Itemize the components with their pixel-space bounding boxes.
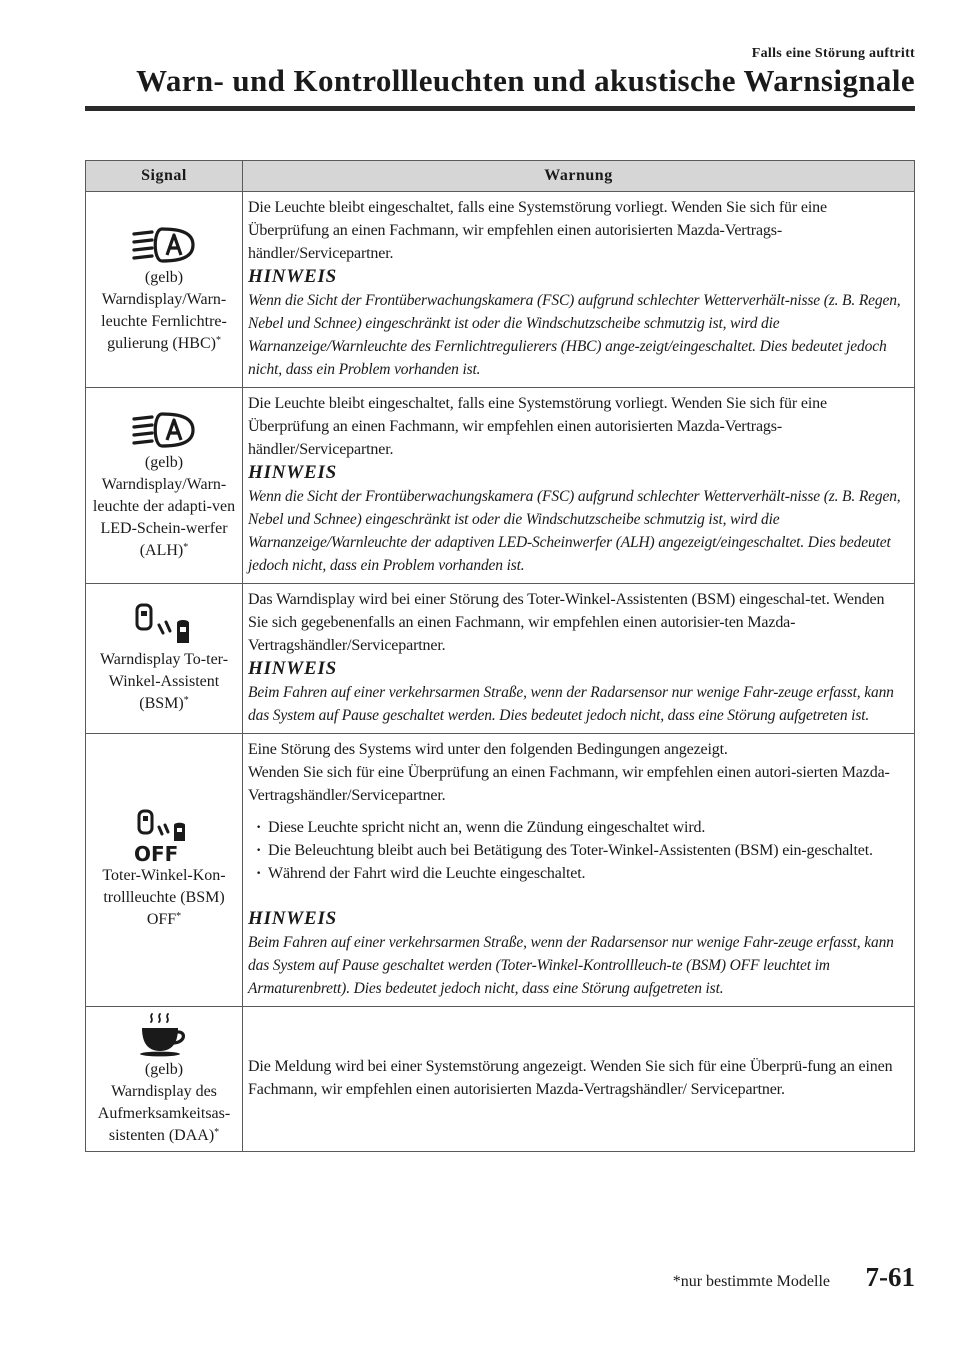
headlight-auto-a-icon: [131, 225, 197, 265]
warning-cell: [243, 734, 915, 1007]
table-row: [86, 192, 915, 388]
warning-text-2: Wenden Sie sich für eine Überprüfung an einen Fachmann, wir empfehlen einen autori-sierten Mazda-Vertragshändler/Servicepartner.: [248, 764, 890, 804]
model-star: *: [183, 541, 189, 553]
signal-cell: [86, 584, 243, 734]
warning-text: Die Leuchte bleibt eingeschaltet, falls eine Systemstörung vorliegt. Wenden Sie sich für eine Überprüfung an einen Fachmann, wir empfehlen einen autorisierten Mazda-Vertrags-händler/Servicepartner.: [248, 395, 827, 458]
signal-cell: [86, 734, 243, 1007]
signal-label: Warndisplay/Warn-leuchte der adapti-ven LED-Schein-werfer (ALH): [92, 475, 236, 559]
warning-cell: [243, 192, 915, 388]
table-row: [86, 734, 915, 1007]
signal-cell: [86, 1007, 243, 1152]
model-star: *: [214, 1127, 220, 1138]
table-row: [86, 1007, 915, 1152]
header-signal: Signal: [86, 161, 243, 192]
blind-spot-monitor-off-icon: [131, 809, 197, 863]
warning-cell: [243, 1007, 915, 1152]
page-number: 7-61: [865, 1262, 915, 1292]
model-star: *: [215, 334, 221, 346]
hinweis-text: Beim Fahren auf einer verkehrsarmen Straße, wenn der Radarsensor nur wenige Fahr-zeuge erfasst, kann das System auf Pause geschaltet werden (Toter-Winkel-Kontrollleuch-te (BSM) OFF leuchtet im Armaturenbrett). Dies bedeutet jedoch nicht, dass eine Störung aufgetreten ist.: [248, 934, 894, 997]
warning-text: Das Warndisplay wird bei einer Störung des Toter-Winkel-Assistenten (BSM) eingeschal-tet. Wenden Sie sich gegebenenfalls an einen Fachmann, wir empfehlen einen autorisier-ten Mazda-Vertragshändler/Servicepartner.: [248, 591, 885, 654]
table-row: [86, 388, 915, 584]
signal-label: Toter-Winkel-Kon-trollleuchte (BSM) OFF: [102, 867, 226, 928]
signal-cell: [86, 192, 243, 388]
table-header-row: [86, 161, 915, 192]
warning-cell: [243, 388, 915, 584]
warning-text: Eine Störung des Systems wird unter den folgenden Bedingungen angezeigt.: [248, 741, 728, 758]
hinweis-text: Beim Fahren auf einer verkehrsarmen Straße, wenn der Radarsensor nur wenige Fahr-zeuge erfasst, kann das System auf Pause geschaltet werden. Dies bedeutet jedoch nicht, dass eine Störung aufgetreten ist.: [248, 684, 894, 724]
off-icon-text: OFF: [134, 842, 179, 863]
hinweis-title: HINWEIS: [248, 658, 338, 679]
signal-label: Warndisplay/Warn-leuchte Fernlichtre-gulierung (HBC): [101, 290, 227, 352]
page-header: [0, 40, 960, 110]
header-rule: [85, 106, 915, 111]
warning-text: Die Leuchte bleibt eingeschaltet, falls eine Systemstörung vorliegt. Wenden Sie sich für eine Überprüfung an einen Fachmann, wir empfehlen einen autorisierten Mazda-Vertrags-händler/Servicepartner.: [248, 199, 827, 262]
hinweis-title: HINWEIS: [248, 908, 338, 929]
model-star: *: [176, 911, 182, 922]
footer-note: *nur bestimmte Modelle: [672, 1273, 830, 1290]
condition-list: [248, 816, 908, 885]
warning-table: [85, 160, 915, 1152]
model-star: *: [183, 694, 189, 706]
section-title: Falls eine Störung auftritt: [751, 46, 915, 61]
signal-color: (gelb): [144, 268, 184, 286]
hinweis-title: HINWEIS: [248, 266, 338, 287]
header-warning: Warnung: [243, 161, 915, 192]
coffee-cup-icon: [134, 1011, 194, 1057]
warning-cell: [243, 584, 915, 734]
signal-label: Warndisplay des Aufmerksamkeitsas-sistenten (DAA): [97, 1083, 231, 1144]
signal-cell: [86, 388, 243, 584]
blind-spot-monitor-icon: [131, 603, 197, 647]
page-title: Warn- und Kontrollleuchten und akustische Warnsignale: [136, 63, 915, 98]
signal-color: (gelb): [144, 1061, 184, 1078]
headlight-auto-a-icon: [131, 410, 197, 450]
signal-color: (gelb): [144, 453, 184, 471]
table-row: [86, 584, 915, 734]
warning-text: Die Meldung wird bei einer Systemstörung angezeigt. Wenden Sie sich für eine Überprü-fung an einen Fachmann, wir empfehlen einen autorisierten Mazda-Vertragshändler/ Servicepartner.: [248, 1058, 893, 1098]
hinweis-text: Wenn die Sicht der Frontüberwachungskamera (FSC) aufgrund schlechter Wetterverhält-nisse (z. B. Regen, Nebel und Schnee) eingeschränkt ist oder die Windschutzscheibe schmutzig ist, wird die Warnanzeige/Warnleuchte des Fernlichtregulierers (HBC) ange-zeigt/eingeschaltet. Dies bedeutet jedoch nicht, dass ein Problem vorhanden ist.: [248, 292, 901, 378]
signal-label: Warndisplay To-ter-Winkel-Assistent (BSM): [99, 650, 229, 712]
list-item: · Die Beleuchtung bleibt auch bei Betätigung des Toter-Winkel-Assistenten (BSM) ein-geschaltet.: [248, 839, 908, 862]
list-item: · Während der Fahrt wird die Leuchte eingeschaltet.: [248, 862, 908, 885]
hinweis-text: Wenn die Sicht der Frontüberwachungskamera (FSC) aufgrund schlechter Wetterverhält-nisse (z. B. Regen, Nebel und Schnee) eingeschränkt ist oder die Windschutzscheibe schmutzig ist, wird die Warnanzeige/Warnleuchte der adaptiven LED-Scheinwerfer (ALH) angezeigt/eingeschaltet. Dies bedeutet jedoch nicht, dass ein Problem vorhanden ist.: [248, 488, 901, 574]
list-item: · Diese Leuchte spricht nicht an, wenn die Zündung eingeschaltet wird.: [248, 816, 908, 839]
hinweis-title: HINWEIS: [248, 462, 338, 483]
